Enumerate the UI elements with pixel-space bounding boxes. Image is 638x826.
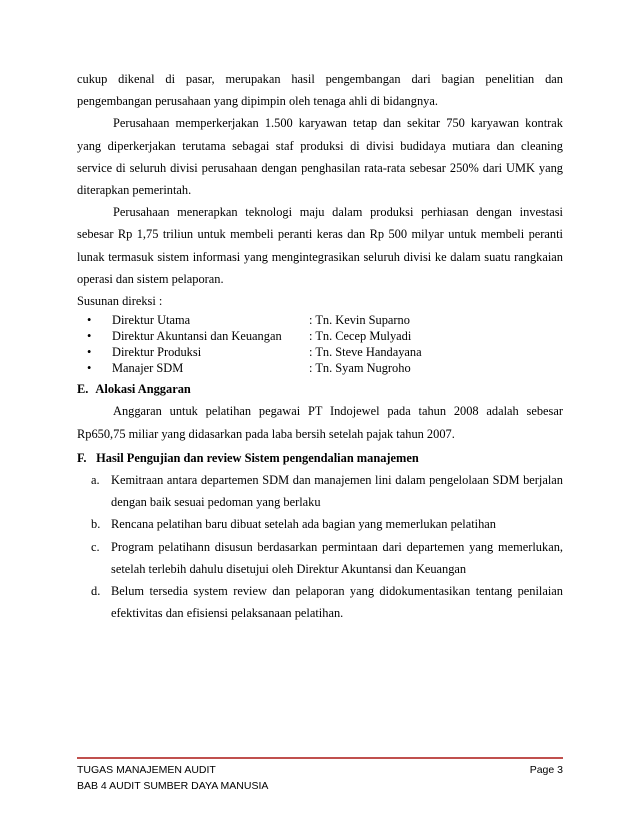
footer-subtitle: BAB 4 AUDIT SUMBER DAYA MANUSIA (77, 780, 269, 792)
list-item (87, 344, 563, 360)
list-item (91, 536, 563, 580)
director-name: : Tn. Kevin Suparno (309, 313, 410, 328)
bullet-icon: • (87, 329, 92, 344)
section-heading-f (77, 447, 563, 469)
list-item (87, 360, 563, 376)
footer-row (77, 762, 563, 778)
paragraph-line: pengembangan perusahaan yang dipimpin oleh tenaga ahli di bidangnya. (77, 94, 438, 109)
findings-list (77, 469, 563, 624)
director-role: Direktur Akuntansi dan Keuangan (112, 329, 282, 344)
list-marker: b. (91, 517, 101, 532)
finding-text: Kemitraan antara departemen SDM dan manajemen lini dalam pengelolaan SDM berjalan dengan baik sesuai pedoman yang berlaku (111, 473, 563, 510)
finding-text: Rencana pelatihan baru dibuat setelah ada bagian yang memerlukan pelatihan (111, 517, 496, 532)
page-number: Page 3 (529, 764, 563, 776)
director-role: Direktur Produksi (112, 345, 202, 360)
finding-text: Program pelatihann disusun berdasarkan permintaan dari departemen yang memerlukan, setelah terlebih dahulu disetujui oleh Direktur Akuntansi dan Keuangan (111, 539, 563, 576)
section-title: Alokasi Anggaran (95, 382, 191, 397)
section-number: E. (77, 382, 89, 397)
director-name: : Tn. Syam Nugroho (309, 361, 411, 376)
section-title: Hasil Pengujian dan review Sistem pengendalian manajemen (96, 450, 419, 465)
list-item (87, 312, 563, 328)
list-item (91, 580, 563, 624)
bullet-icon: • (87, 313, 92, 328)
paragraph-budget: Anggaran untuk pelatihan pegawai PT Indojewel pada tahun 2008 adalah sebesar Rp650,75 miliar yang didasarkan pada laba bersih setelah pajak tahun 2007. (77, 404, 563, 441)
paragraph-technology: Perusahaan menerapkan teknologi maju dalam produksi perhiasan dengan investasi sebesar Rp 1,75 triliun untuk membeli peranti keras dan Rp 500 milyar untuk membeli peranti lunak termasuk sistem informasi yang mengintegrasikan seluruh divisi ke dalam suatu rangkaian operasi dan sistem pelaporan. (77, 205, 563, 286)
bullet-icon: • (87, 345, 92, 360)
page-footer (77, 757, 563, 794)
list-item (91, 513, 563, 535)
director-role: Direktur Utama (112, 313, 191, 328)
paragraph-line: cukup dikenal di pasar, merupakan hasil pengembangan dari bagian penelitian dan (77, 72, 563, 86)
footer-title: TUGAS MANAJEMEN AUDIT (77, 764, 216, 776)
director-name: : Tn. Steve Handayana (309, 345, 422, 360)
section-number: F. (77, 450, 87, 465)
bullet-icon: • (87, 361, 92, 376)
paragraph-employees: Perusahaan memperkerjakan 1.500 karyawan tetap dan sekitar 750 karyawan kontrak yang diperkerjakan terutama sebagai staf produksi di divisi budidaya mutiara dan cleaning service di seluruh divisi perusahaan dengan penghasilan rata-rata sebesar 250% dari UMK yang diterapkan pemerintah. (77, 116, 563, 198)
page-body (77, 68, 563, 624)
list-item (91, 469, 563, 513)
list-marker: c. (91, 539, 100, 554)
list-marker: a. (91, 473, 100, 488)
footer-divider (77, 757, 563, 759)
directors-label: Susunan direksi : (77, 294, 163, 309)
director-role: Manajer SDM (112, 361, 184, 376)
director-name: : Tn. Cecep Mulyadi (309, 329, 412, 344)
list-item (87, 328, 563, 344)
list-marker: d. (91, 584, 101, 599)
finding-text: Belum tersedia system review dan pelaporan yang didokumentasikan tentang penilaian efektivitas dan efisiensi pelaksanaan pelatihan. (111, 584, 563, 621)
section-heading-e (77, 378, 563, 400)
directors-list (77, 312, 563, 376)
